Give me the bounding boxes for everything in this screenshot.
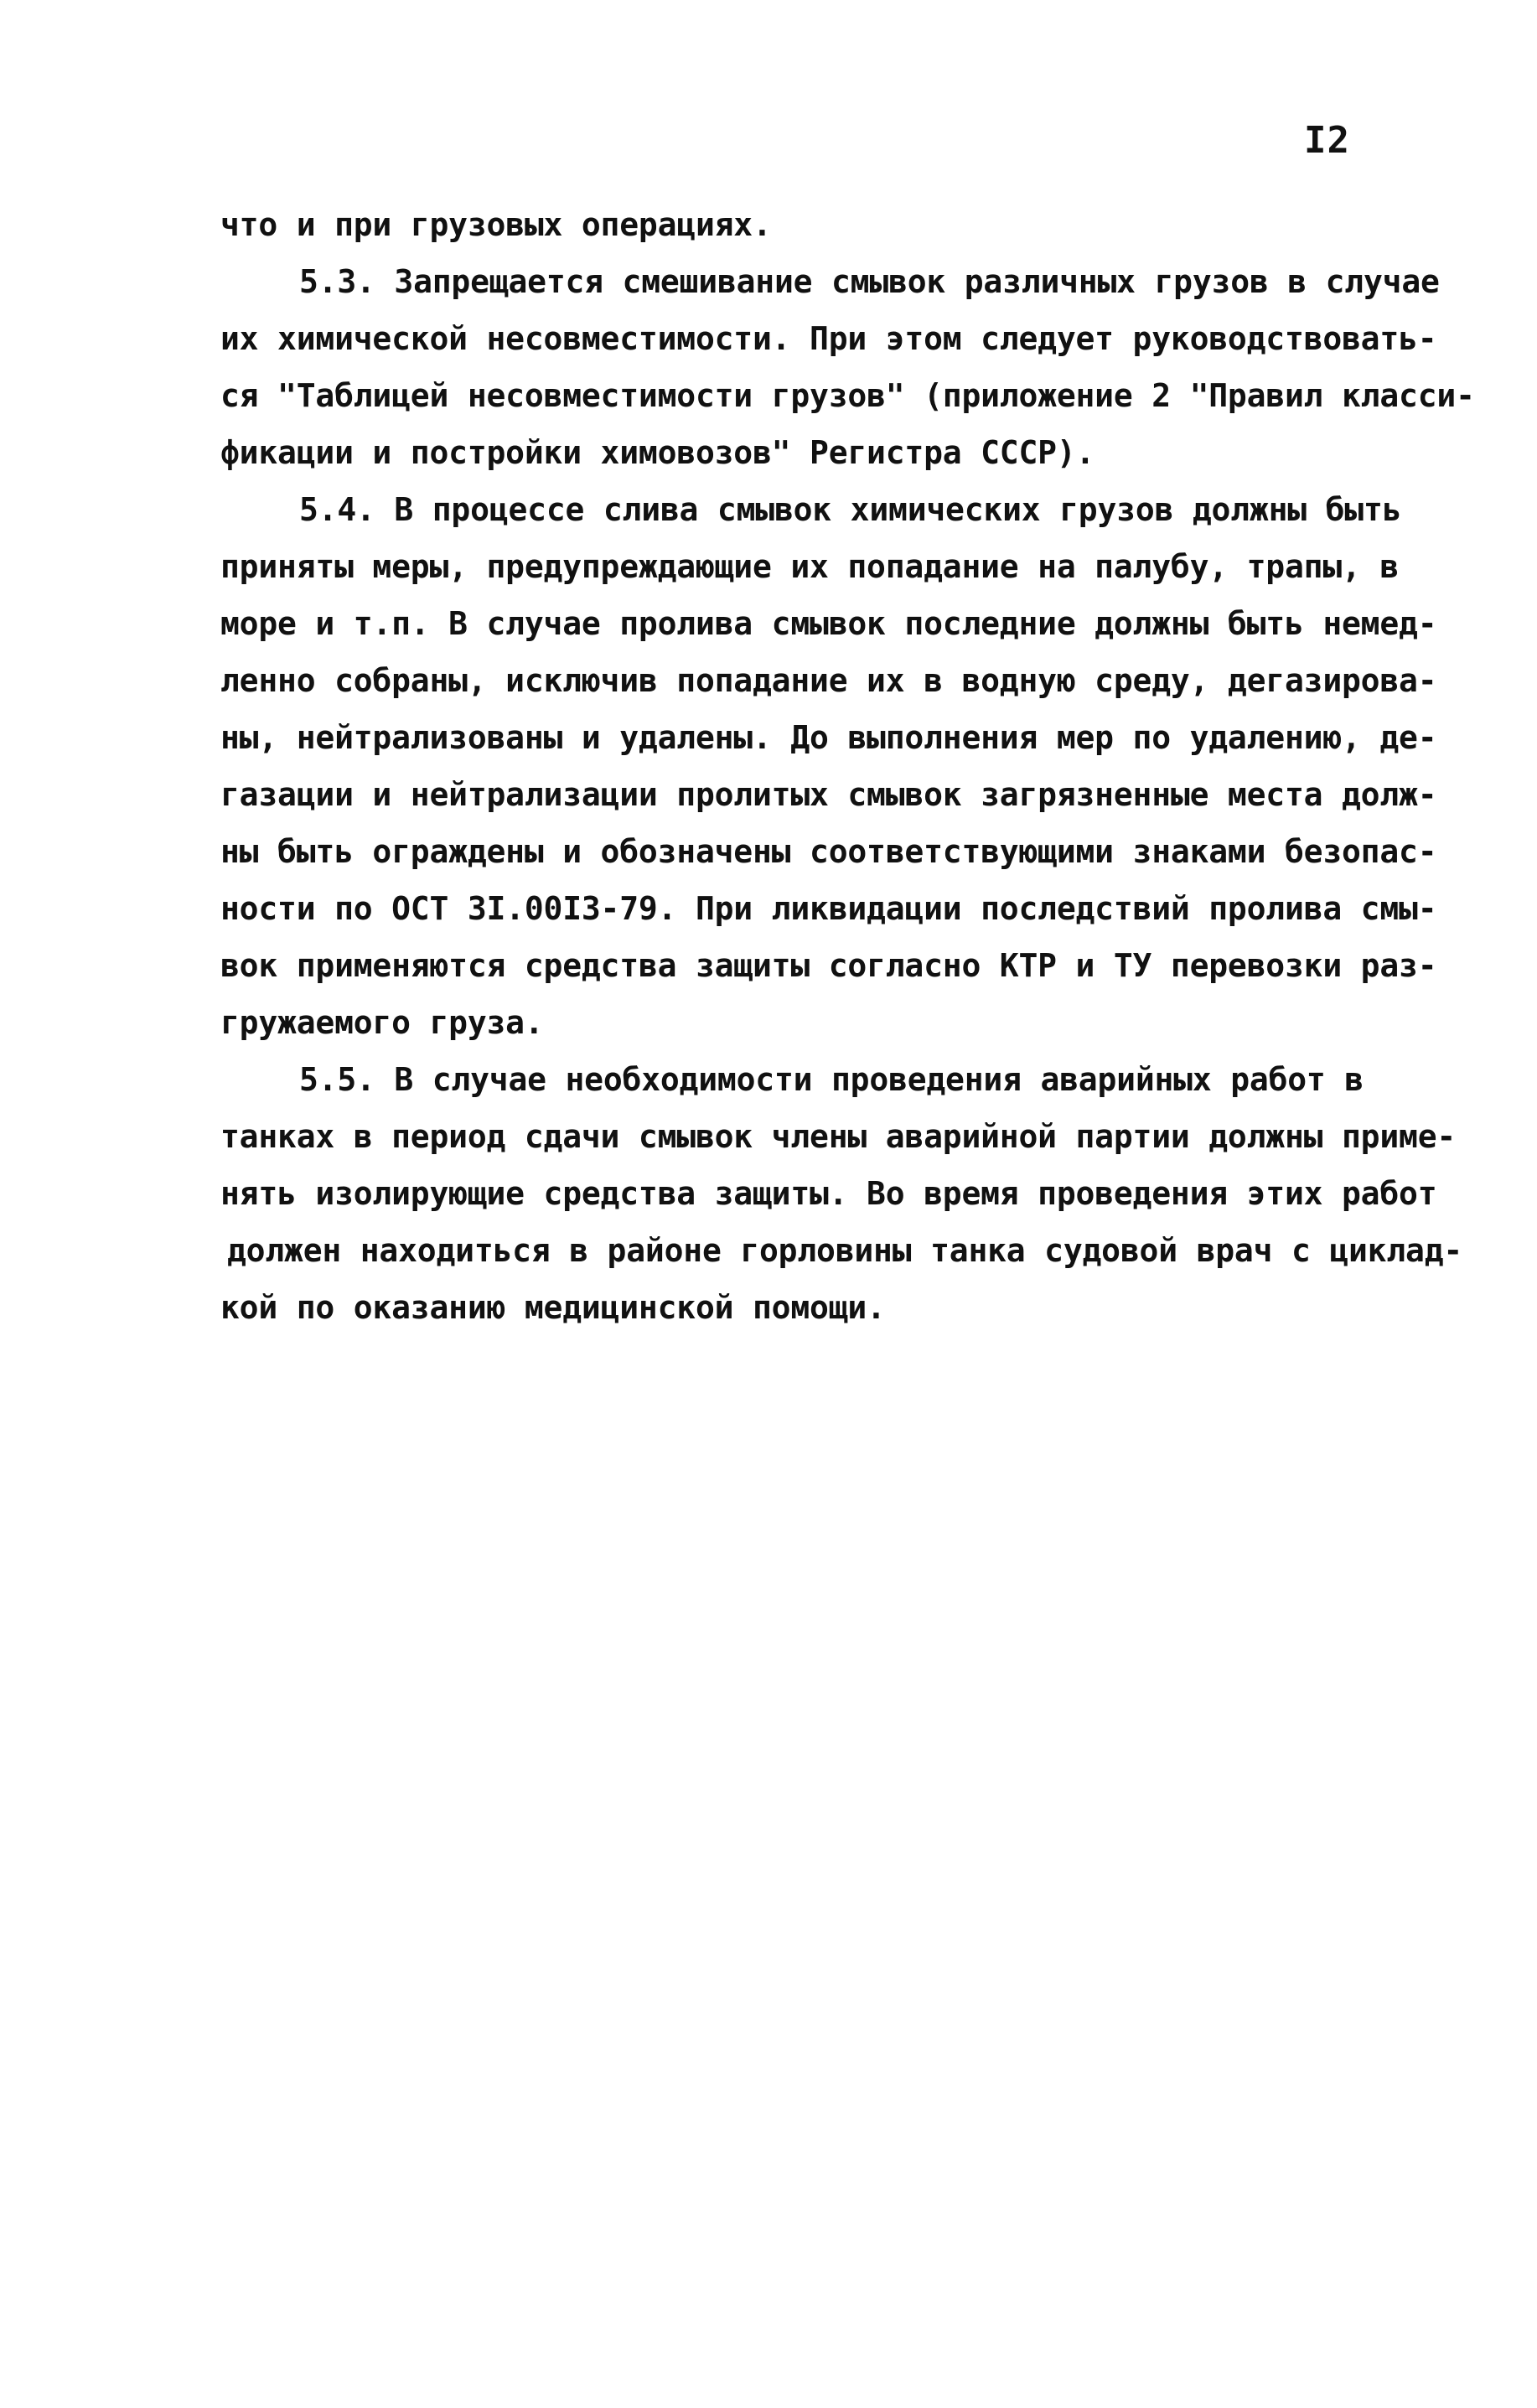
text-line: море и т.п. В случае пролива смывок последние должны быть немед-	[220, 605, 1437, 642]
text-line: танках в период сдачи смывок члены аварийной партии должны приме-	[220, 1118, 1457, 1155]
paragraph-5-3-first-line: 5.3. Запрещается смешивание смывок различных грузов в случае	[299, 263, 1440, 300]
text-line: ны, нейтрализованы и удалены. До выполнения мер по удалению, де-	[220, 719, 1437, 756]
text-line: должен находиться в районе горловины танка судовой врач с циклад-	[227, 1232, 1463, 1269]
page-number: I2	[1304, 119, 1350, 162]
text-line: ся "Таблицей несовместимости грузов" (приложение 2 "Правил класси-	[220, 377, 1475, 414]
text-line: что и при грузовых операциях.	[220, 206, 772, 243]
text-line: приняты меры, предупреждающие их попадание на палубу, трапы, в	[220, 548, 1400, 585]
text-line: фикации и постройки химовозов" Регистра СССР).	[220, 434, 1095, 471]
paragraph-5-4-first-line: 5.4. В процессе слива смывок химических грузов должны быть	[299, 491, 1402, 528]
body-text	[220, 196, 1475, 1336]
text-line: кой по оказанию медицинской помощи.	[220, 1289, 886, 1326]
text-line: гружаемого груза.	[220, 1004, 544, 1041]
text-line: газации и нейтрализации пролитых смывок загрязненные места долж-	[220, 776, 1437, 813]
text-line: нять изолирующие средства защиты. Во время проведения этих работ	[220, 1175, 1437, 1212]
text-line: ленно собраны, исключив попадание их в водную среду, дегазирова-	[220, 662, 1437, 699]
text-line: вок применяются средства защиты согласно КТР и ТУ перевозки раз-	[220, 947, 1437, 984]
text-line: ности по ОСТ 3I.00I3-79. При ликвидации последствий пролива смы-	[220, 890, 1437, 927]
text-line: ны быть ограждены и обозначены соответствующими знаками безопас-	[220, 833, 1437, 870]
paragraph-5-5-first-line: 5.5. В случае необходимости проведения аварийных работ в	[299, 1061, 1364, 1098]
text-line: их химической несовместимости. При этом следует руководствовать-	[220, 320, 1437, 357]
